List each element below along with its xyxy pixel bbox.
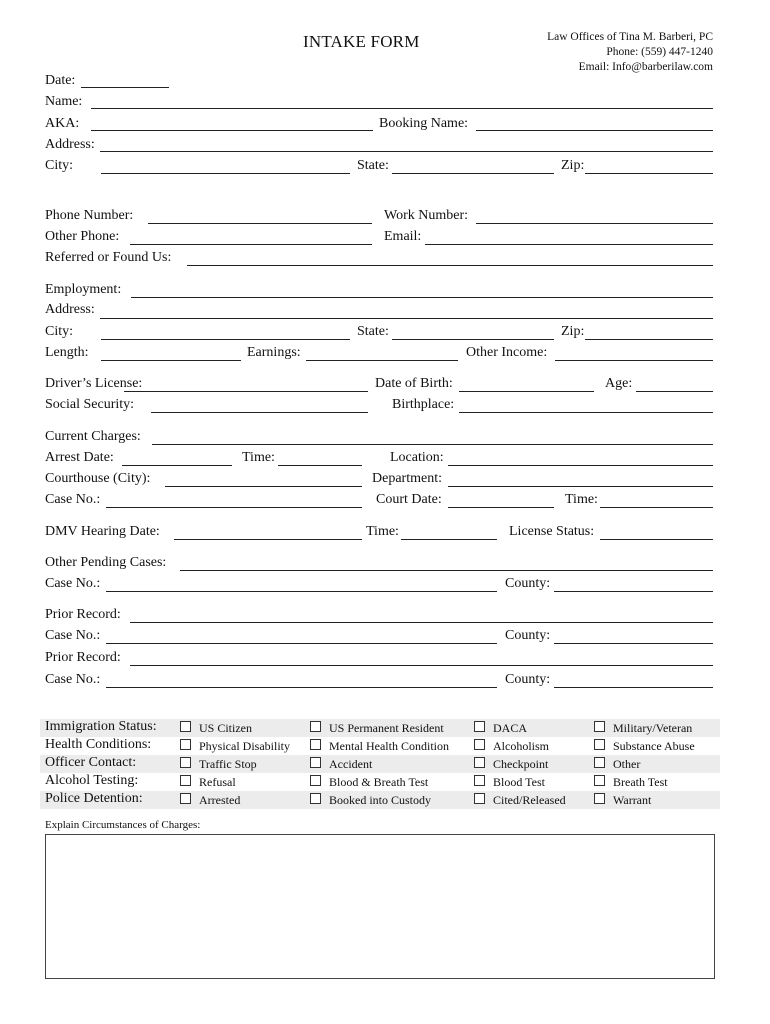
row-label: Officer Contact: [45, 755, 137, 770]
checkbox-option[interactable]: Mental Health Condition [310, 739, 449, 754]
pending-case-no-label: Case No.: [45, 576, 101, 591]
case-no-field[interactable] [106, 507, 362, 508]
checkbox[interactable] [180, 775, 191, 786]
form-title: INTAKE FORM [303, 32, 420, 51]
booking-name-field[interactable] [476, 130, 713, 131]
checkbox[interactable] [180, 721, 191, 732]
department-field[interactable] [448, 486, 713, 487]
location-label: Location: [390, 450, 444, 465]
other-phone-label: Other Phone: [45, 229, 120, 244]
checkbox-option[interactable]: Blood Test [474, 775, 545, 790]
employment-address-label: Address: [45, 302, 95, 317]
immigration-status-row [40, 719, 720, 737]
state-label: State: [357, 158, 389, 173]
drivers-license-label: Driver’s License: [45, 376, 143, 391]
email-field[interactable] [425, 244, 713, 245]
name-field[interactable] [91, 108, 713, 109]
aka-label: AKA: [45, 116, 80, 131]
license-status-label: License Status: [509, 524, 595, 539]
employment-zip-field[interactable] [585, 339, 713, 340]
checkbox[interactable] [594, 757, 605, 768]
checkbox[interactable] [594, 721, 605, 732]
checkbox-option[interactable]: Alcoholism [474, 739, 549, 754]
court-date-field[interactable] [448, 507, 554, 508]
pending-case-no-field[interactable] [106, 591, 497, 592]
dmv-hearing-date-label: DMV Hearing Date: [45, 524, 160, 539]
police-detention-row [40, 791, 720, 809]
firm-phone: Phone: (559) 447-1240 [606, 46, 713, 58]
court-time-label: Time: [565, 492, 598, 507]
dmv-time-label: Time: [366, 524, 399, 539]
arrest-time-field[interactable] [278, 465, 362, 466]
email-label: Email: [384, 229, 422, 244]
checkbox[interactable] [474, 757, 485, 768]
date-label: Date: [45, 73, 76, 88]
row-label: Police Detention: [45, 791, 143, 806]
row-label: Alcohol Testing: [45, 773, 139, 788]
license-status-field[interactable] [600, 539, 713, 540]
officer-contact-row [40, 755, 720, 773]
checkbox[interactable] [474, 739, 485, 750]
length-label: Length: [45, 345, 89, 360]
checkbox-option[interactable]: US Citizen [180, 721, 252, 736]
checkbox-option[interactable]: Booked into Custody [310, 793, 431, 808]
alcohol-testing-row [40, 773, 720, 791]
checkbox[interactable] [474, 721, 485, 732]
checkbox-option[interactable]: Traffic Stop [180, 757, 257, 772]
dob-label: Date of Birth: [375, 376, 453, 391]
firm-name: Law Offices of Tina M. Barberi, PC [547, 31, 713, 43]
checkbox[interactable] [474, 775, 485, 786]
city-field[interactable] [101, 173, 350, 174]
aka-field[interactable] [91, 130, 373, 131]
name-label: Name: [45, 94, 83, 109]
current-charges-label: Current Charges: [45, 429, 141, 444]
checkbox-option[interactable]: Other [594, 757, 640, 772]
current-charges-field[interactable] [152, 444, 713, 445]
zip-field[interactable] [585, 173, 713, 174]
work-number-field[interactable] [476, 223, 713, 224]
booking-name-label: Booking Name: [379, 116, 469, 131]
arrest-time-label: Time: [242, 450, 275, 465]
other-phone-field[interactable] [130, 244, 372, 245]
other-pending-label: Other Pending Cases: [45, 555, 167, 570]
explain-circumstances-textarea[interactable] [45, 834, 715, 979]
employment-field[interactable] [131, 297, 713, 298]
dob-field[interactable] [459, 391, 594, 392]
other-income-field[interactable] [555, 360, 713, 361]
checkbox-option[interactable]: Cited/Released [474, 793, 566, 808]
checkbox[interactable] [594, 775, 605, 786]
checkbox[interactable] [594, 793, 605, 804]
prior-record-field[interactable] [130, 665, 713, 666]
prior-case-no-field[interactable] [106, 643, 497, 644]
employment-label: Employment: [45, 282, 122, 297]
checkbox-option[interactable]: Breath Test [594, 775, 668, 790]
checkbox[interactable] [310, 775, 321, 786]
checkbox-option[interactable]: Accident [310, 757, 372, 772]
checkbox[interactable] [310, 757, 321, 768]
checkbox[interactable] [180, 757, 191, 768]
checkbox-option[interactable]: Arrested [180, 793, 240, 808]
birthplace-field[interactable] [459, 412, 713, 413]
checkbox-option[interactable]: Blood & Breath Test [310, 775, 428, 790]
prior-county-field[interactable] [554, 643, 713, 644]
prior-record-label: Prior Record: [45, 650, 121, 665]
department-label: Department: [372, 471, 442, 486]
checkbox-option[interactable]: Checkpoint [474, 757, 548, 772]
checkbox[interactable] [310, 793, 321, 804]
prior-record-label: Prior Record: [45, 607, 121, 622]
employment-state-field[interactable] [392, 339, 554, 340]
phone-number-label: Phone Number: [45, 208, 134, 223]
prior-case-no-label: Case No.: [45, 628, 101, 643]
birthplace-label: Birthplace: [392, 397, 455, 412]
checkbox-option[interactable]: US Permanent Resident [310, 721, 444, 736]
checkbox-option[interactable]: DACA [474, 721, 527, 736]
row-label: Immigration Status: [45, 719, 157, 734]
employment-state-label: State: [357, 324, 389, 339]
employment-zip-label: Zip: [561, 324, 585, 339]
ssn-label: Social Security: [45, 397, 135, 412]
health-conditions-row [40, 737, 720, 755]
courthouse-label: Courthouse (City): [45, 471, 151, 486]
prior-case-no-label: Case No.: [45, 672, 101, 687]
courthouse-field[interactable] [165, 486, 362, 487]
checkbox-option[interactable]: Warrant [594, 793, 651, 808]
age-field[interactable] [636, 391, 713, 392]
state-field[interactable] [392, 173, 554, 174]
checkbox[interactable] [310, 721, 321, 732]
arrest-date-label: Arrest Date: [45, 450, 114, 465]
date-field[interactable] [81, 87, 169, 88]
other-income-label: Other Income: [466, 345, 548, 360]
prior-case-no-field[interactable] [106, 687, 497, 688]
prior-county-field[interactable] [554, 687, 713, 688]
court-date-label: Court Date: [376, 492, 442, 507]
ssn-field[interactable] [151, 412, 368, 413]
address-label: Address: [45, 137, 95, 152]
earnings-label: Earnings: [247, 345, 301, 360]
zip-label: Zip: [561, 158, 585, 173]
checkbox[interactable] [310, 739, 321, 750]
employment-city-label: City: [45, 324, 74, 339]
age-label: Age: [605, 376, 633, 391]
employment-city-field[interactable] [101, 339, 350, 340]
referred-label: Referred or Found Us: [45, 250, 172, 265]
firm-email: Email: Info@barberilaw.com [578, 61, 713, 73]
work-number-label: Work Number: [384, 208, 469, 223]
city-label: City: [45, 158, 74, 173]
dmv-time-field[interactable] [401, 539, 497, 540]
checkbox[interactable] [180, 793, 191, 804]
checkbox-option[interactable]: Military/Veteran [594, 721, 692, 736]
checkbox[interactable] [594, 739, 605, 750]
case-no-label: Case No.: [45, 492, 101, 507]
drivers-license-field[interactable] [124, 391, 368, 392]
length-field[interactable] [101, 360, 241, 361]
checkbox-option[interactable]: Refusal [180, 775, 236, 790]
checkbox-option[interactable]: Substance Abuse [594, 739, 695, 754]
referred-field[interactable] [187, 265, 713, 266]
prior-record-field[interactable] [130, 622, 713, 623]
pending-county-label: County: [505, 576, 551, 591]
explain-circumstances-label: Explain Circumstances of Charges: [45, 819, 201, 831]
checkbox[interactable] [180, 739, 191, 750]
employment-address-field[interactable] [100, 318, 713, 319]
prior-county-label: County: [505, 672, 551, 687]
checkbox[interactable] [474, 793, 485, 804]
prior-county-label: County: [505, 628, 551, 643]
arrest-date-field[interactable] [122, 465, 232, 466]
address-field[interactable] [100, 151, 713, 152]
court-time-field[interactable] [600, 507, 713, 508]
earnings-field[interactable] [306, 360, 458, 361]
row-label: Health Conditions: [45, 737, 152, 752]
location-field[interactable] [448, 465, 713, 466]
dmv-hearing-date-field[interactable] [174, 539, 362, 540]
phone-number-field[interactable] [148, 223, 372, 224]
firm-contact-block [453, 30, 713, 75]
pending-county-field[interactable] [554, 591, 713, 592]
other-pending-field[interactable] [180, 570, 713, 571]
checkbox-option[interactable]: Physical Disability [180, 739, 290, 754]
